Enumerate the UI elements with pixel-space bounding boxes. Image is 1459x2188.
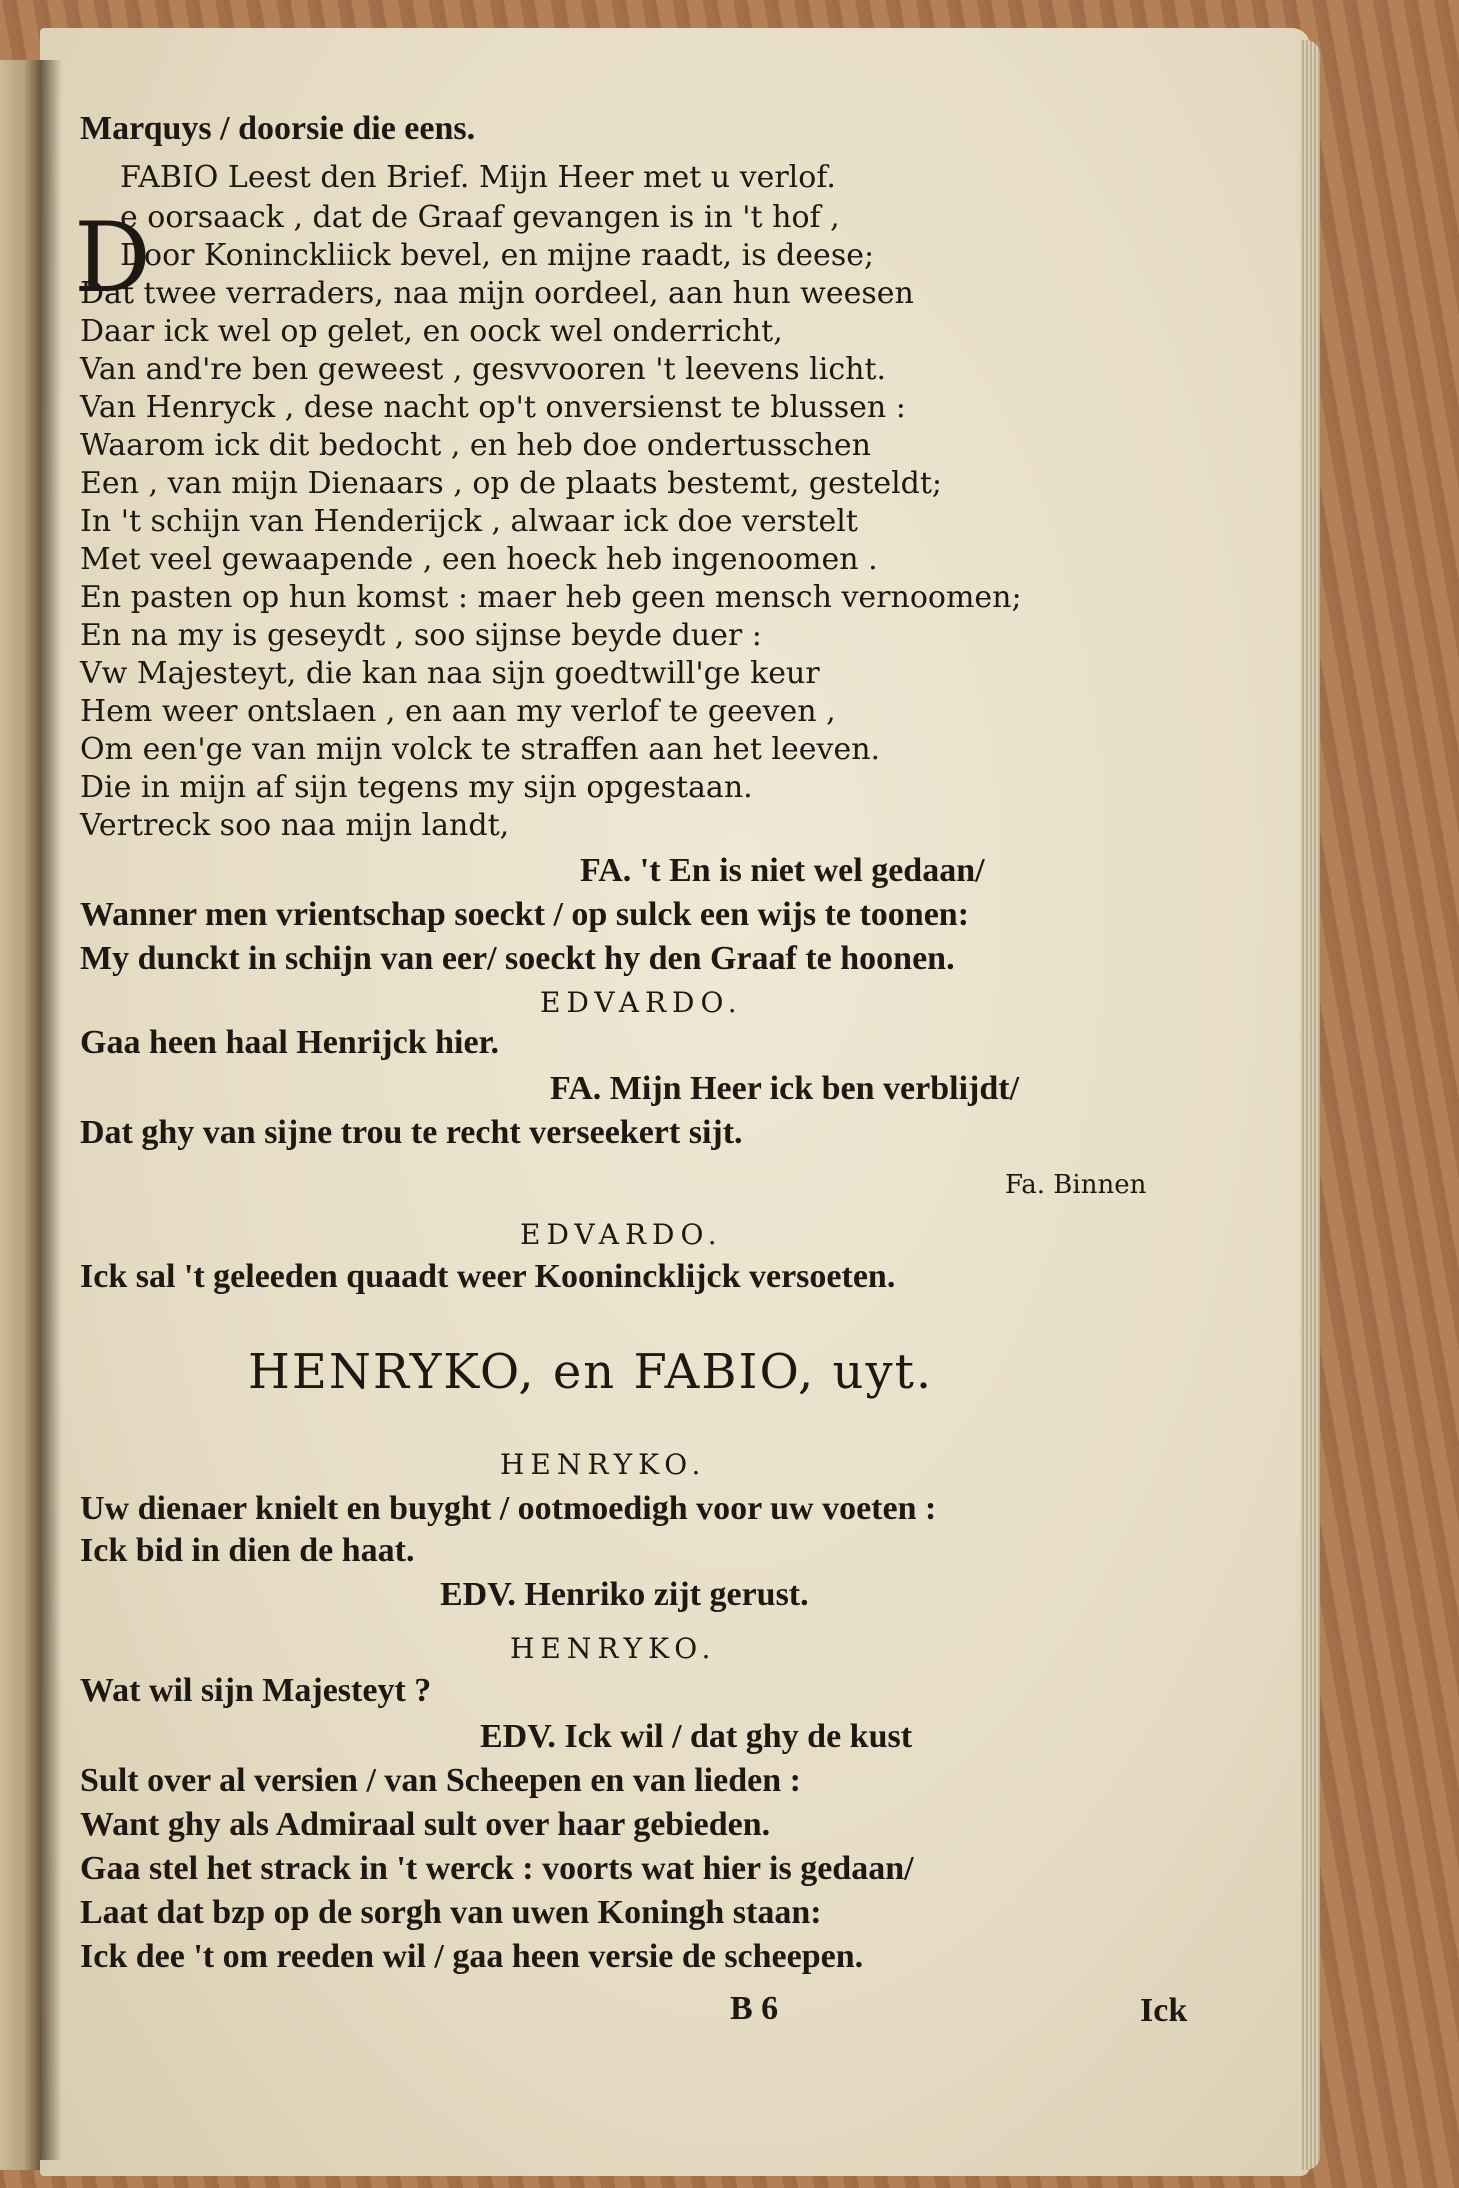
text-line: Ick sal 't geleeden quaadt weer Koonincklijck versoeten. xyxy=(80,1258,896,1295)
speaker-name: HENRYKO. xyxy=(510,1632,717,1665)
text-line: Wanner men vrientschap soeckt / op sulck een wijs te toonen: xyxy=(80,896,970,933)
drop-capital: D xyxy=(74,202,151,314)
text-line: Hem weer ontslaen , en aan my verlof te geeven , xyxy=(80,694,836,729)
text-line: In 't schijn van Henderijck , alwaar ick doe verstelt xyxy=(80,504,858,539)
text-line: En pasten op hun komst : maer heb geen mensch vernoomen; xyxy=(80,580,1022,615)
text-line: Van Henryck , dese nacht op't onversienst te blussen : xyxy=(80,390,906,425)
text-line: Marquys / doorsie die eens. xyxy=(80,110,476,147)
text-line: Gaa heen haal Henrijck hier. xyxy=(80,1024,500,1061)
spine-shadow xyxy=(40,60,62,2160)
text-line: EDV. Ick wil / dat ghy de kust xyxy=(480,1718,913,1755)
text-line: e oorsaack , dat de Graaf gevangen is in 't hof , xyxy=(120,200,840,235)
text-line: En na my is geseydt , soo sijnse beyde duer : xyxy=(80,618,762,653)
speaker-name: HENRYKO. xyxy=(500,1448,707,1481)
speaker-name: EDVARDO. xyxy=(520,1218,723,1251)
signature-mark: B 6 xyxy=(730,1990,779,2027)
text-line: Door Koninckliick bevel, en mijne raadt, is deese; xyxy=(120,238,875,273)
text-line: Vertreck soo naa mijn landt, xyxy=(80,808,510,843)
facing-page-edge xyxy=(0,60,40,2170)
scene-heading: HENRYKO, en FABIO, uyt. xyxy=(248,1344,934,1400)
text-line: EDV. Henriko zijt gerust. xyxy=(440,1576,809,1613)
text-line: Een , van mijn Dienaars , op de plaats bestemt, gesteldt; xyxy=(80,466,943,501)
text-line: Met veel gewaapende , een hoeck heb ingenoomen . xyxy=(80,542,878,577)
text-line: Gaa stel het strack in 't werck : voorts wat hier is gedaan/ xyxy=(80,1850,914,1887)
stage-direction: Fa. Binnen xyxy=(1005,1170,1147,1200)
text-line: Van and're ben geweest , gesvvooren 't leevens licht. xyxy=(80,352,887,387)
text-line: Laat dat bzp op de sorgh van uwen Koningh staan: xyxy=(80,1894,822,1931)
text-line: Sult over al versien / van Scheepen en van lieden : xyxy=(80,1762,801,1799)
text-line: FABIO Leest den Brief. Mijn Heer met u verlof. xyxy=(120,160,836,195)
text-line: Dat ghy van sijne trou te recht verseekert sijt. xyxy=(80,1114,743,1151)
catchword: Ick xyxy=(1140,1992,1188,2029)
text-line: FA. 't En is niet wel gedaan/ xyxy=(580,852,985,889)
text-line: Uw dienaer knielt en buyght / ootmoedigh voor uw voeten : xyxy=(80,1490,937,1527)
text-line: FA. Mijn Heer ick ben verblijdt/ xyxy=(550,1070,1020,1107)
page-stack-edges xyxy=(1300,40,1320,2170)
speaker-name: EDVARDO. xyxy=(540,986,743,1019)
text-line: Vw Majesteyt, die kan naa sijn goedtwill'ge keur xyxy=(80,656,820,691)
text-line: Ick bid in dien de haat. xyxy=(80,1532,415,1569)
text-line: Die in mijn af sijn tegens my sijn opgestaan. xyxy=(80,770,753,805)
text-line: Wat wil sijn Majesteyt ? xyxy=(80,1672,432,1709)
text-line: Want ghy als Admiraal sult over haar gebieden. xyxy=(80,1806,771,1843)
text-line: Waarom ick dit bedocht , en heb doe ondertusschen xyxy=(80,428,871,463)
text-line: Ick dee 't om reeden wil / gaa heen versie de scheepen. xyxy=(80,1938,864,1975)
text-line: My dunckt in schijn van eer/ soeckt hy den Graaf te hoonen. xyxy=(80,940,955,977)
text-line: Dat twee verraders, naa mijn oordeel, aan hun weesen xyxy=(80,276,914,311)
text-line: Daar ick wel op gelet, en oock wel onderricht, xyxy=(80,314,783,349)
text-line: Om een'ge van mijn volck te straffen aan het leeven. xyxy=(80,732,881,767)
